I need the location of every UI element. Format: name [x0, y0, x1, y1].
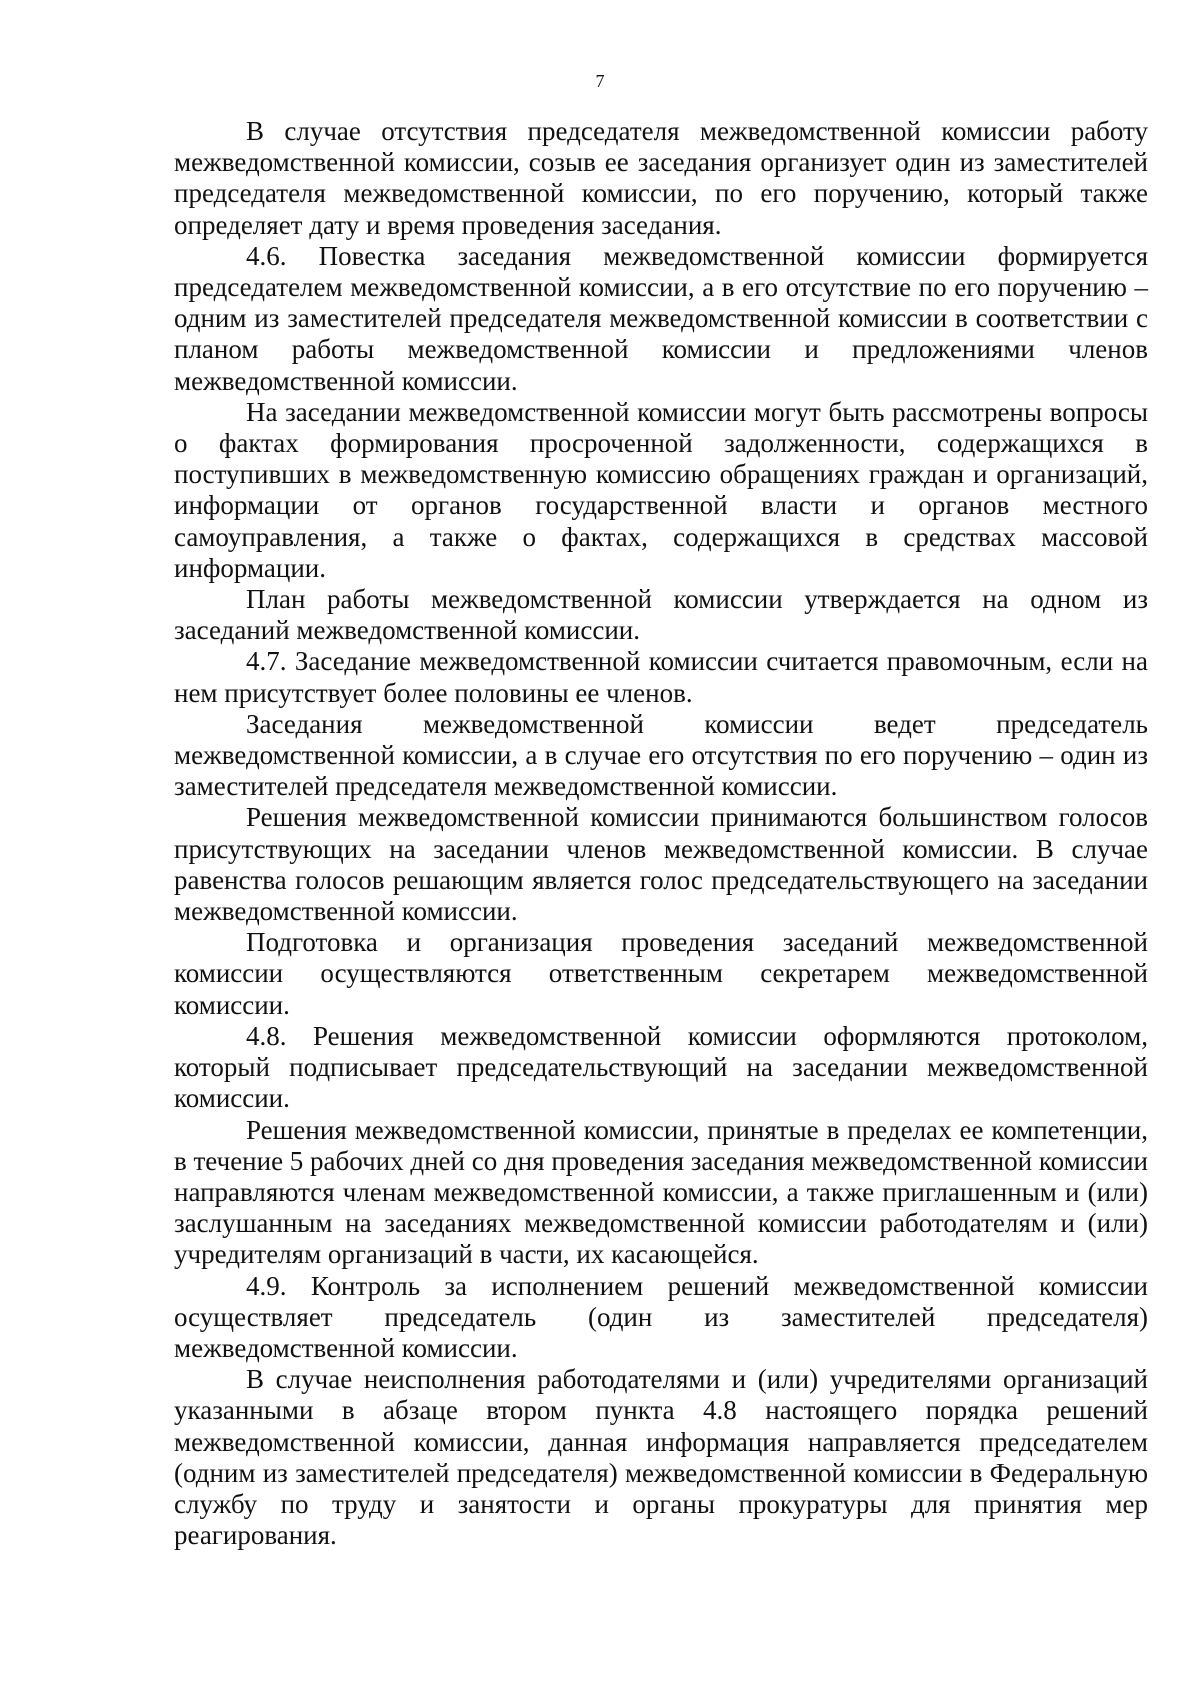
paragraph-absence-of-chairman: В случае отсутствия председателя межведомственной комиссии работу межведомственной комиссии, созыв ее заседания организует один из заместителей председателя межведомственной комиссии, по его поручению, который также определяет дату и время проведения заседания.: [174, 116, 1148, 240]
paragraph-preparation: Подготовка и организация проведения заседаний межведомственной комиссии осуществляются ответственным секретарем межведомственной комиссии.: [174, 927, 1148, 1020]
page-number: 7: [595, 71, 605, 91]
document-body: [174, 116, 1148, 1551]
paragraph-decisions-distribution: Решения межведомственной комиссии, принятые в пределах ее компетенции, в течение 5 рабочих дней со дня проведения заседания межведомственной комиссии направляются членам межведомственной комиссии, а также приглашенным и (или) заслушанным на заседаниях межведомственной комиссии работодателям и (или) учредителям организаций в части, их касающейся.: [174, 1114, 1148, 1270]
paragraph-4-6-agenda: 4.6. Повестка заседания межведомственной комиссии формируется председателем межведомственной комиссии, а в его отсутствие по его поручению – одним из заместителей председателя межведомственной комиссии в соответствии с планом работы межведомственной комиссии и предложениями членов межведомственной комиссии.: [174, 240, 1148, 396]
paragraph-meeting-chair: Заседания межведомственной комиссии ведет председатель межведомственной комиссии, а в случае его отсутствия по его поручению – один из заместителей председателя межведомственной комиссии.: [174, 708, 1148, 802]
paragraph-non-compliance: В случае неисполнения работодателями и (или) учредителями организаций указанными в абзаце втором пункта 4.8 настоящего порядка решений межведомственной комиссии, данная информация направляется председателем (одним из заместителей председателя) межведомственной комиссии в Федеральную службу по труду и занятости и органы прокуратуры для принятия мер реагирования.: [174, 1364, 1148, 1551]
paragraph-4-9-control: 4.9. Контроль за исполнением решений межведомственной комиссии осуществляет председатель (один из заместителей председателя) межведомственной комиссии.: [174, 1270, 1148, 1363]
paragraph-meeting-questions: На заседании межведомственной комиссии могут быть рассмотрены вопросы о фактах формирования просроченной задолженности, содержащихся в поступивших в межведомственную комиссию обращениях граждан и организаций, информации от органов государственной власти и органов местного самоуправления, а также о фактах, содержащихся в средствах массовой информации.: [174, 396, 1148, 583]
paragraph-decisions-majority: Решения межведомственной комиссии принимаются большинством голосов присутствующих на заседании членов межведомственной комиссии. В случае равенства голосов решающим является голос председательствующего на заседании межведомственной комиссии.: [174, 802, 1148, 927]
paragraph-4-7-quorum: 4.7. Заседание межведомственной комиссии считается правомочным, если на нем присутствует более половины ее членов.: [174, 646, 1148, 708]
paragraph-work-plan: План работы межведомственной комиссии утверждается на одном из заседаний межведомственной комиссии.: [174, 584, 1148, 646]
paragraph-4-8-protocol: 4.8. Решения межведомственной комиссии оформляются протоколом, который подписывает председательствующий на заседании межведомственной комиссии.: [174, 1020, 1148, 1114]
